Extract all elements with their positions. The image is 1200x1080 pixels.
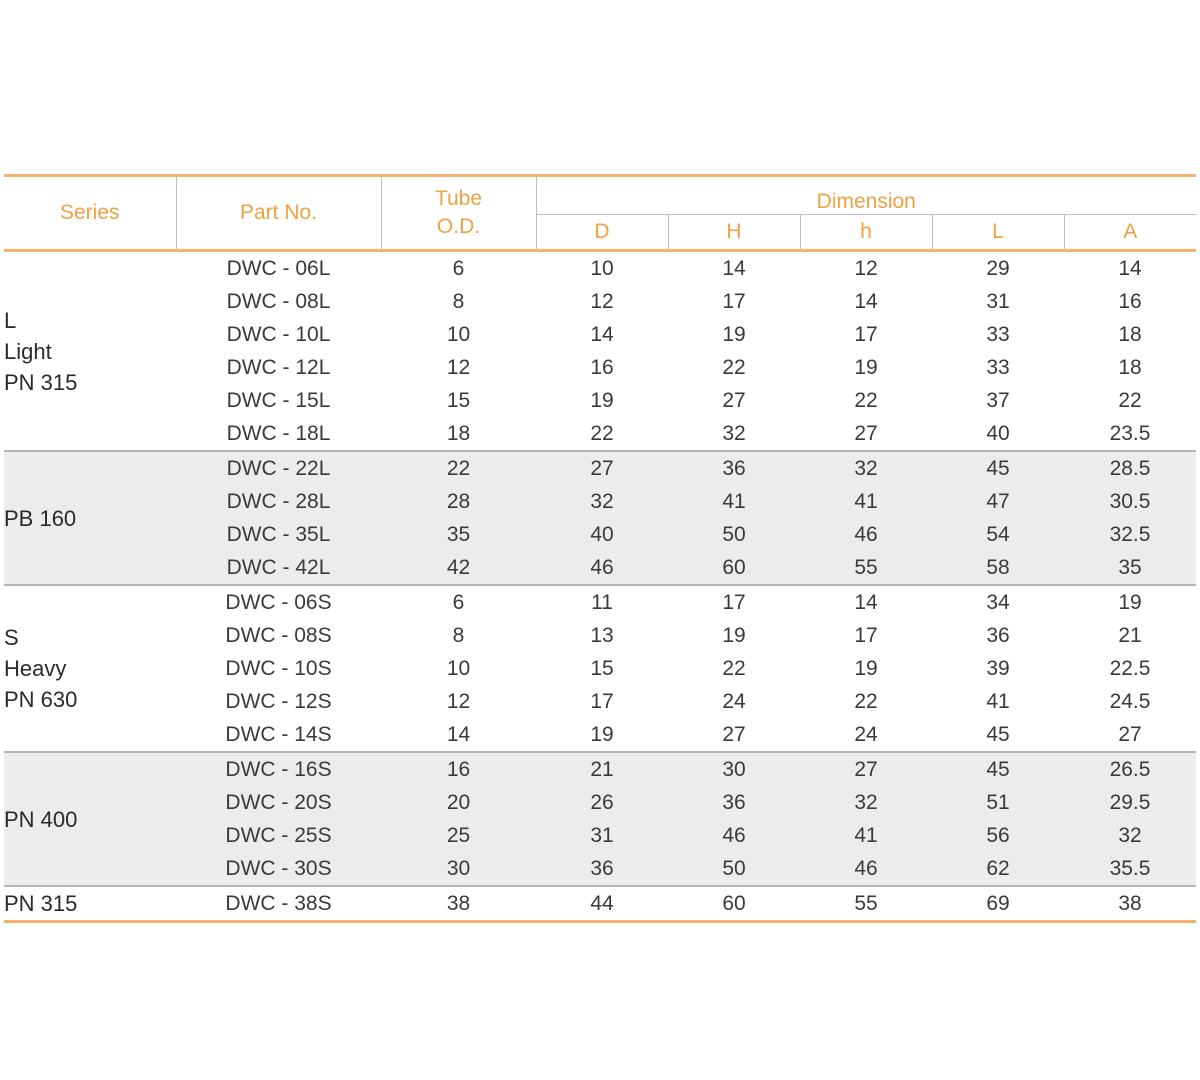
dim-d-cell: 12 (536, 285, 668, 318)
dim-h-lower-cell: 24 (800, 718, 932, 752)
series-label: PB 160 (4, 505, 77, 531)
part-no-cell: DWC - 10S (176, 652, 381, 685)
dim-h-upper-cell: 60 (668, 886, 800, 922)
header-dim-d: D (536, 215, 668, 251)
dim-l-cell: 47 (932, 485, 1064, 518)
dim-l-cell: 58 (932, 551, 1064, 585)
header-dim-l: L (932, 215, 1064, 251)
dim-h-upper-cell: 17 (668, 285, 800, 318)
dim-a-cell: 28.5 (1064, 451, 1196, 485)
series-label: PN 400 (4, 806, 78, 832)
header-dim-a: A (1123, 220, 1138, 243)
dim-d-cell: 10 (536, 251, 668, 286)
dim-l-cell: 37 (932, 384, 1064, 417)
tube-od-cell: 12 (381, 351, 536, 384)
dim-h-upper-cell: 24 (668, 685, 800, 718)
dim-h-upper-cell: 32 (668, 417, 800, 451)
tube-od-cell: 25 (381, 819, 536, 852)
part-no-cell: DWC - 10L (176, 318, 381, 351)
dim-a-cell: 23.5 (1064, 417, 1196, 451)
table-row (4, 251, 1196, 286)
dim-a-cell: 27 (1064, 718, 1196, 752)
table-row (4, 752, 1196, 786)
dim-d-cell: 21 (536, 752, 668, 786)
dim-a-cell: 29.5 (1064, 786, 1196, 819)
table-row (4, 518, 1196, 551)
header-dim-h-upper: H (668, 215, 800, 251)
table-row (4, 384, 1196, 417)
table-row (4, 685, 1196, 718)
part-no-cell: DWC - 12L (176, 351, 381, 384)
dim-h-lower-cell: 17 (800, 619, 932, 652)
dim-h-upper-cell: 60 (668, 551, 800, 585)
dim-h-upper-cell: 30 (668, 752, 800, 786)
dim-a-cell: 19 (1064, 585, 1196, 619)
table-row (4, 485, 1196, 518)
part-no-cell: DWC - 18L (176, 417, 381, 451)
part-no-cell: DWC - 35L (176, 518, 381, 551)
header-dim-h-lower: h (800, 215, 932, 251)
dim-d-cell: 19 (536, 718, 668, 752)
series-label: L (4, 307, 17, 333)
dim-a-cell: 16 (1064, 285, 1196, 318)
series-cell (4, 251, 176, 452)
dim-l-cell: 45 (932, 718, 1064, 752)
dim-h-upper-cell: 50 (668, 852, 800, 886)
dim-l-cell: 51 (932, 786, 1064, 819)
dim-d-cell: 26 (536, 786, 668, 819)
dim-h-lower-cell: 12 (800, 251, 932, 286)
header-dimension: Dimension (536, 176, 1196, 215)
dim-d-cell: 44 (536, 886, 668, 922)
part-no-cell: DWC - 42L (176, 551, 381, 585)
dim-h-upper-cell: 27 (668, 384, 800, 417)
part-no-cell: DWC - 28L (176, 485, 381, 518)
dim-d-cell: 36 (536, 852, 668, 886)
dim-h-lower-cell: 41 (800, 819, 932, 852)
dim-a-cell: 22 (1064, 384, 1196, 417)
tube-od-cell: 6 (381, 251, 536, 286)
header-tube-od (381, 176, 536, 251)
dim-d-cell: 13 (536, 619, 668, 652)
part-no-cell: DWC - 30S (176, 852, 381, 886)
dim-h-lower-cell: 19 (800, 652, 932, 685)
table-row (4, 619, 1196, 652)
series-label: Light (4, 338, 52, 364)
dim-a-cell: 21 (1064, 619, 1196, 652)
dim-h-lower-cell: 14 (800, 285, 932, 318)
dim-l-cell: 45 (932, 752, 1064, 786)
dim-h-upper-cell: 36 (668, 786, 800, 819)
header-tube-line2: O.D. (436, 215, 481, 238)
dim-a-cell: 30.5 (1064, 485, 1196, 518)
dim-h-upper-cell: 36 (668, 451, 800, 485)
header-tube-line1: Tube (434, 187, 483, 210)
tube-od-cell: 18 (381, 417, 536, 451)
dim-d-cell: 11 (536, 585, 668, 619)
series-cell (4, 585, 176, 752)
dim-h-lower-cell: 19 (800, 351, 932, 384)
dim-h-upper-cell: 46 (668, 819, 800, 852)
series-label: PN 315 (4, 891, 78, 916)
series-label: S (4, 625, 19, 650)
header-series: Series (4, 176, 176, 251)
table-row (4, 585, 1196, 619)
dim-a-cell: 35 (1064, 551, 1196, 585)
table-row (4, 819, 1196, 852)
dim-l-cell: 29 (932, 251, 1064, 286)
part-no-cell: DWC - 14S (176, 718, 381, 752)
dim-a-cell: 32.5 (1064, 518, 1196, 551)
part-no-cell: DWC - 22L (176, 451, 381, 485)
dim-h-lower-cell: 22 (800, 384, 932, 417)
tube-od-cell: 10 (381, 652, 536, 685)
dim-a-cell: 38 (1064, 886, 1196, 922)
dim-d-cell: 14 (536, 318, 668, 351)
tube-od-cell: 6 (381, 585, 536, 619)
dim-l-cell: 39 (932, 652, 1064, 685)
dim-h-lower-cell: 55 (800, 551, 932, 585)
series-label: PN 630 (4, 687, 78, 712)
table-row (4, 886, 1196, 922)
dim-h-lower-cell: 41 (800, 485, 932, 518)
table-header (4, 176, 1196, 251)
table-row (4, 318, 1196, 351)
dim-h-lower-cell: 46 (800, 852, 932, 886)
dim-d-cell: 46 (536, 551, 668, 585)
part-no-cell: DWC - 16S (176, 752, 381, 786)
dim-d-cell: 31 (536, 819, 668, 852)
tube-od-cell: 42 (381, 551, 536, 585)
table-row (4, 285, 1196, 318)
dim-h-lower-cell: 14 (800, 585, 932, 619)
dim-a-cell: 18 (1064, 351, 1196, 384)
dim-d-cell: 19 (536, 384, 668, 417)
tube-od-cell: 35 (381, 518, 536, 551)
series-label: PN 315 (4, 369, 78, 395)
table-row (4, 451, 1196, 485)
dim-h-lower-cell: 27 (800, 417, 932, 451)
dim-h-upper-cell: 14 (668, 251, 800, 286)
tube-od-cell: 14 (381, 718, 536, 752)
dim-d-cell: 32 (536, 485, 668, 518)
dim-l-cell: 45 (932, 451, 1064, 485)
dim-h-upper-cell: 41 (668, 485, 800, 518)
table-body (4, 251, 1196, 922)
dim-d-cell: 15 (536, 652, 668, 685)
tube-od-cell: 10 (381, 318, 536, 351)
part-no-cell: DWC - 25S (176, 819, 381, 852)
dim-h-lower-cell: 55 (800, 886, 932, 922)
tube-od-cell: 8 (381, 285, 536, 318)
dim-d-cell: 27 (536, 451, 668, 485)
tube-od-cell: 20 (381, 786, 536, 819)
dim-h-upper-cell: 22 (668, 351, 800, 384)
dim-d-cell: 17 (536, 685, 668, 718)
tube-od-cell: 15 (381, 384, 536, 417)
dimension-table (4, 174, 1196, 923)
tube-od-cell: 28 (381, 485, 536, 518)
dim-l-cell: 33 (932, 318, 1064, 351)
part-no-cell: DWC - 06L (176, 251, 381, 286)
dim-l-cell: 56 (932, 819, 1064, 852)
tube-od-cell: 8 (381, 619, 536, 652)
dim-l-cell: 33 (932, 351, 1064, 384)
part-no-cell: DWC - 12S (176, 685, 381, 718)
tube-od-cell: 22 (381, 451, 536, 485)
table-row (4, 551, 1196, 585)
dim-d-cell: 40 (536, 518, 668, 551)
dim-l-cell: 40 (932, 417, 1064, 451)
dim-h-lower-cell: 27 (800, 752, 932, 786)
dim-l-cell: 62 (932, 852, 1064, 886)
dim-l-cell: 54 (932, 518, 1064, 551)
part-no-cell: DWC - 38S (176, 886, 381, 922)
dim-l-cell: 41 (932, 685, 1064, 718)
part-no-cell: DWC - 08L (176, 285, 381, 318)
dim-l-cell: 34 (932, 585, 1064, 619)
dim-h-upper-cell: 19 (668, 318, 800, 351)
dim-d-cell: 22 (536, 417, 668, 451)
dim-d-cell: 16 (536, 351, 668, 384)
table-row (4, 652, 1196, 685)
part-no-cell: DWC - 08S (176, 619, 381, 652)
dim-h-upper-cell: 27 (668, 718, 800, 752)
dim-l-cell: 31 (932, 285, 1064, 318)
dim-h-upper-cell: 19 (668, 619, 800, 652)
tube-od-cell: 12 (381, 685, 536, 718)
dim-l-cell: 69 (932, 886, 1064, 922)
dim-h-lower-cell: 22 (800, 685, 932, 718)
dim-a-cell: 22.5 (1064, 652, 1196, 685)
dim-a-cell: 32 (1064, 819, 1196, 852)
series-label: Heavy (4, 656, 67, 681)
dim-h-upper-cell: 22 (668, 652, 800, 685)
table-row (4, 351, 1196, 384)
tube-od-cell: 16 (381, 752, 536, 786)
dim-h-lower-cell: 32 (800, 786, 932, 819)
dim-h-lower-cell: 32 (800, 451, 932, 485)
dim-h-lower-cell: 17 (800, 318, 932, 351)
part-no-cell: DWC - 20S (176, 786, 381, 819)
tube-od-cell: 30 (381, 852, 536, 886)
header-part-no: Part No. (176, 176, 381, 251)
part-no-cell: DWC - 06S (176, 585, 381, 619)
table-row (4, 852, 1196, 886)
dim-a-cell: 24.5 (1064, 685, 1196, 718)
part-no-cell: DWC - 15L (176, 384, 381, 417)
dim-h-upper-cell: 17 (668, 585, 800, 619)
dim-a-cell: 18 (1064, 318, 1196, 351)
dim-a-cell: 14 (1064, 251, 1196, 286)
table-row (4, 718, 1196, 752)
table-row (4, 786, 1196, 819)
dim-h-upper-cell: 50 (668, 518, 800, 551)
table-row (4, 417, 1196, 451)
series-cell (4, 752, 176, 886)
dim-h-lower-cell: 46 (800, 518, 932, 551)
series-cell (4, 886, 176, 922)
series-cell (4, 451, 176, 585)
dim-a-cell: 26.5 (1064, 752, 1196, 786)
dim-a-cell: 35.5 (1064, 852, 1196, 886)
dim-l-cell: 36 (932, 619, 1064, 652)
tube-od-cell: 38 (381, 886, 536, 922)
